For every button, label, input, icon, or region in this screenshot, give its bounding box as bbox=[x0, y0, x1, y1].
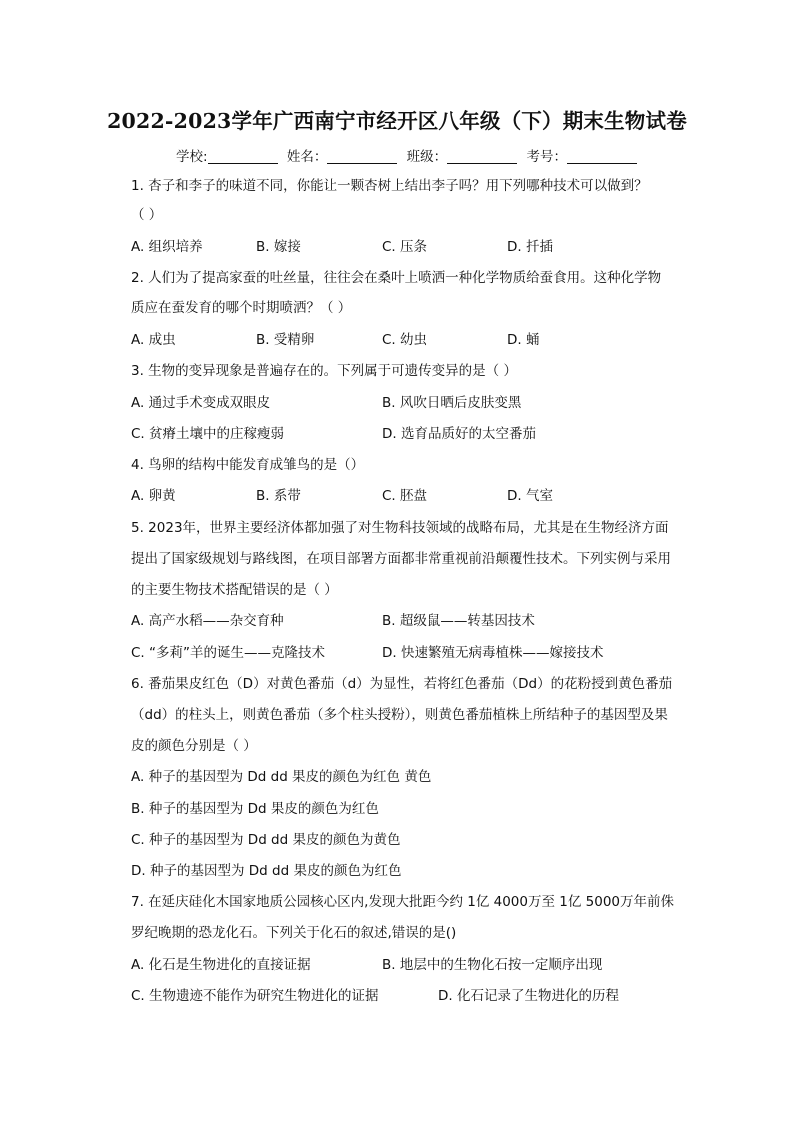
question-5-option-c: C. “多莉”羊的诞生——克隆技术 bbox=[131, 645, 325, 661]
question-7-option-b: B. 地层中的生物化石按一定顺序出现 bbox=[382, 957, 603, 973]
question-5-option-b: B. 超级鼠——转基因技术 bbox=[382, 613, 535, 629]
question-5-line-1: 5. 2023年，世界主要经济体都加强了对生物科技领域的战略布局，尤其是在生物经济方面 bbox=[131, 520, 669, 536]
question-7-line-2: 罗纪晚期的恐龙化石。下列关于化石的叙述,错误的是() bbox=[131, 925, 457, 941]
question-3-option-c: C. 贫瘠土壤中的庄稼瘦弱 bbox=[131, 426, 285, 442]
question-1-line-2: （ ） bbox=[131, 207, 163, 223]
question-4-option-d: D. 气室 bbox=[507, 488, 553, 504]
question-6-line-2: （dd）的柱头上，则黄色番茄（多个柱头授粉），则黄色番茄植株上所结种子的基因型及果 bbox=[131, 707, 668, 723]
class-label: 班级： bbox=[406, 149, 448, 165]
question-1-line-1: 1. 杏子和李子的味道不同，你能让一颗杏树上结出李子吗？用下列哪种技术可以做到？ bbox=[131, 178, 648, 194]
question-6-option-c: C. 种子的基因型为 Dd dd 果皮的颜色为黄色 bbox=[131, 832, 401, 848]
question-7-option-d: D. 化石记录了生物进化的历程 bbox=[438, 988, 619, 1004]
question-5-option-d: D. 快速繁殖无病毒植株——嫁接技术 bbox=[382, 645, 604, 661]
question-2-option-b: B. 受精卵 bbox=[256, 332, 315, 348]
question-4-option-b: B. 系带 bbox=[256, 488, 301, 504]
number-label: 考号： bbox=[526, 149, 567, 165]
question-6-option-d: D. 种子的基因型为 Dd dd 果皮的颜色为红色 bbox=[131, 863, 402, 879]
question-2-option-a: A. 成虫 bbox=[131, 332, 176, 348]
name-label: 姓名： bbox=[286, 149, 328, 165]
student-info-row bbox=[175, 145, 641, 165]
name-blank[interactable] bbox=[327, 149, 397, 164]
question-6-line-3: 皮的颜色分别是（ ） bbox=[131, 738, 257, 754]
question-3-option-d: D. 选育品质好的太空番茄 bbox=[382, 426, 536, 442]
question-4-option-c: C. 胚盘 bbox=[382, 488, 428, 504]
question-7-option-a: A. 化石是生物进化的直接证据 bbox=[131, 957, 311, 973]
question-1-option-d: D. 扦插 bbox=[507, 239, 553, 255]
question-2-line-2: 质应在蚕发育的哪个时期喷洒？（ ） bbox=[131, 300, 352, 316]
number-blank[interactable] bbox=[567, 149, 637, 164]
question-2-option-d: D. 蛹 bbox=[507, 332, 540, 348]
question-3-option-b: B. 风吹日晒后皮肤变黑 bbox=[382, 395, 522, 411]
question-7-option-c: C. 生物遗迹不能作为研究生物进化的证据 bbox=[131, 988, 379, 1004]
class-blank[interactable] bbox=[447, 149, 517, 164]
question-6-option-a: A. 种子的基因型为 Dd dd 果皮的颜色为红色 黄色 bbox=[131, 769, 432, 785]
question-2-line-1: 2. 人们为了提高家蚕的吐丝量，往往会在桑叶上喷洒一种化学物质给蚕食用。这种化学物 bbox=[131, 270, 662, 286]
question-2-option-c: C. 幼虫 bbox=[382, 332, 428, 348]
question-5-line-2: 提出了国家级规划与路线图，在项目部署方面都非常重视前沿颠覆性技术。下列实例与采用 bbox=[131, 551, 671, 567]
question-3-line-1: 3. 生物的变异现象是普遍存在的。下列属于可遗传变异的是（ ） bbox=[131, 363, 517, 379]
school-blank[interactable] bbox=[208, 149, 278, 164]
question-5-option-a: A. 高产水稻——杂交育种 bbox=[131, 613, 284, 629]
question-7-line-1: 7. 在延庆硅化木国家地质公园核心区内,发现大批距今约 1亿 4000万至 1亿 5000万年前侏 bbox=[131, 894, 675, 910]
question-4-line-1: 4. 鸟卵的结构中能发育成雏鸟的是（） bbox=[131, 457, 365, 473]
question-1-option-a: A. 组织培养 bbox=[131, 239, 203, 255]
school-label: 学校: bbox=[176, 149, 208, 165]
question-3-option-a: A. 通过手术变成双眼皮 bbox=[131, 395, 271, 411]
question-6-line-1: 6. 番茄果皮红色（D）对黄色番茄（d）为显性，若将红色番茄（Dd）的花粉授到黄色番茄 bbox=[131, 676, 673, 692]
question-1-option-c: C. 压条 bbox=[382, 239, 428, 255]
exam-title: 2022-2023学年广西南宁市经开区八年级（下）期末生物试卷 bbox=[107, 109, 687, 133]
question-6-option-b: B. 种子的基因型为 Dd 果皮的颜色为红色 bbox=[131, 801, 379, 817]
question-5-line-3: 的主要生物技术搭配错误的是（ ） bbox=[131, 582, 338, 598]
question-1-option-b: B. 嫁接 bbox=[256, 239, 301, 255]
question-4-option-a: A. 卵黄 bbox=[131, 488, 176, 504]
